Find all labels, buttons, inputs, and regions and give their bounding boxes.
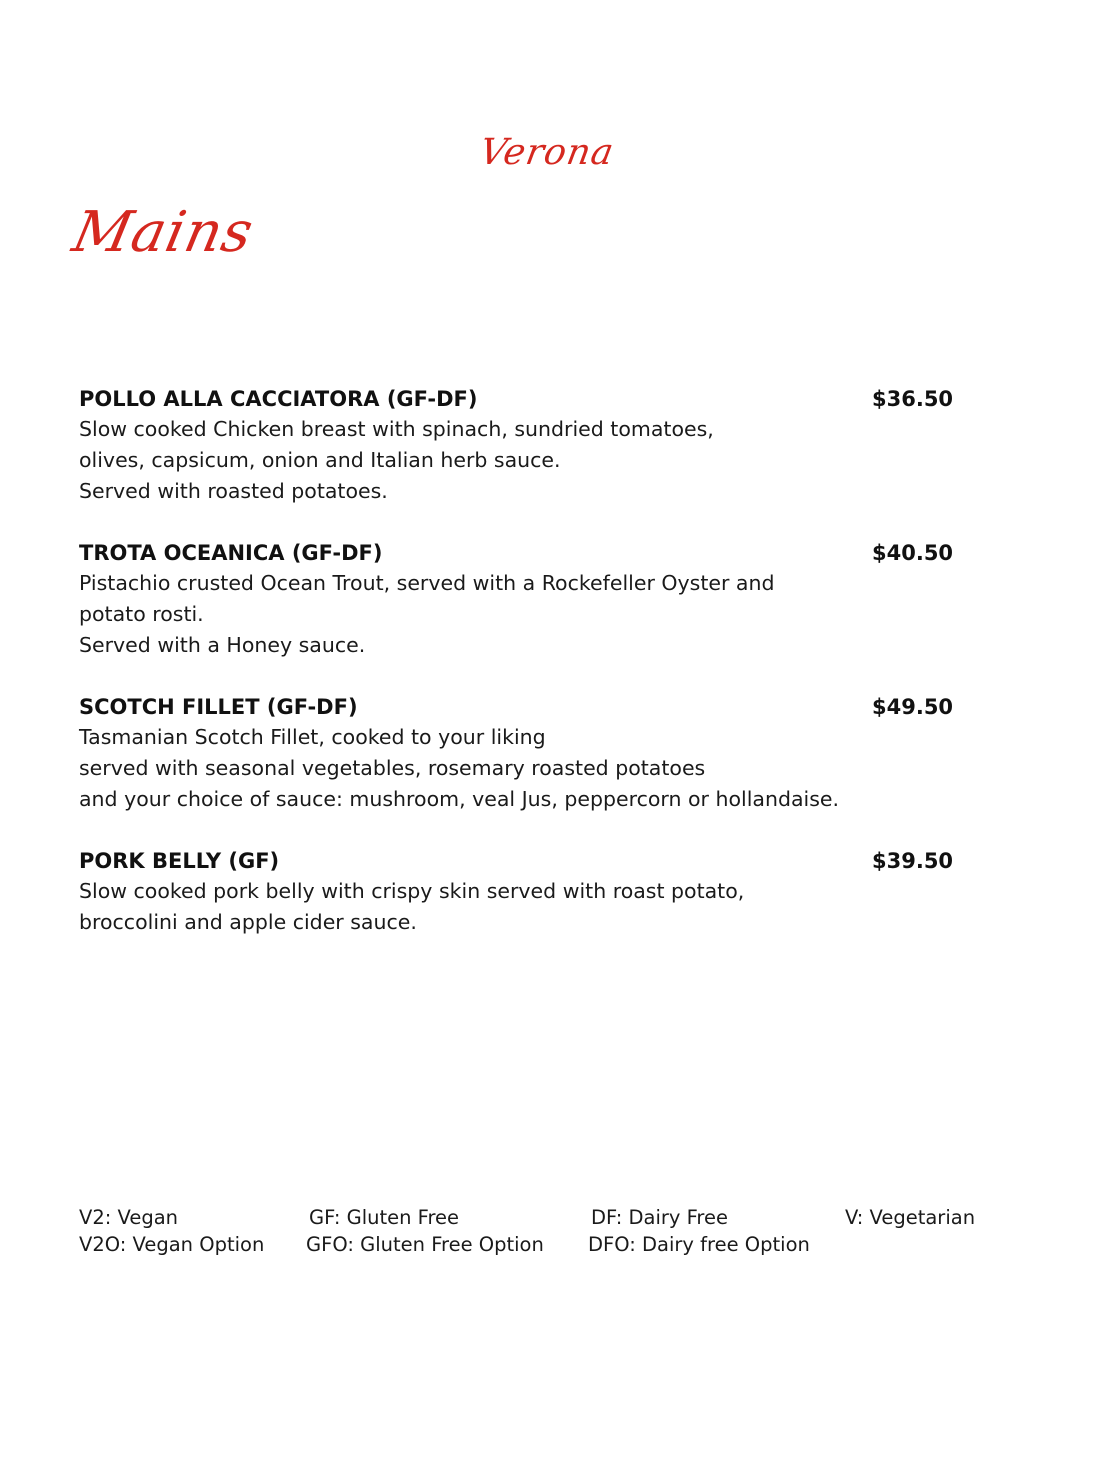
section-title: Mains — [67, 200, 260, 265]
menu-item-name: POLLO ALLA CACCIATORA (GF-DF) — [79, 387, 478, 411]
menu-item-price: $49.50 — [872, 695, 954, 719]
legend-column-vegan — [79, 1204, 264, 1258]
menu-item-description-line: potato rosti. — [79, 602, 204, 626]
menu-item-description-line: and your choice of sauce: mushroom, veal Jus, peppercorn or hollandaise. — [79, 787, 840, 811]
restaurant-name: Verona — [476, 132, 618, 173]
menu-item-description-line: Slow cooked pork belly with crispy skin served with roast potato, — [79, 879, 745, 903]
menu-item-name: SCOTCH FILLET (GF-DF) — [79, 695, 358, 719]
legend-column-gluten — [306, 1204, 544, 1258]
menu-item-description-line: broccolini and apple cider sauce. — [79, 910, 417, 934]
legend-entry: GFO: Gluten Free Option — [306, 1233, 544, 1256]
menu-item-price: $36.50 — [872, 387, 954, 411]
menu-item-description-line: Pistachio crusted Ocean Trout, served with a Rockefeller Oyster and — [79, 571, 775, 595]
menu-item — [79, 692, 959, 815]
menu-item-description-line: Slow cooked Chicken breast with spinach, sundried tomatoes, — [79, 417, 714, 441]
menu-item — [79, 538, 959, 661]
legend-column-dairy — [588, 1204, 810, 1258]
menu-item-description-line: served with seasonal vegetables, rosemary roasted potatoes — [79, 756, 706, 780]
legend-entry: V2: Vegan — [79, 1206, 179, 1229]
menu-item-price: $40.50 — [872, 541, 954, 565]
legend-entry: DF: Dairy Free — [591, 1206, 729, 1229]
menu-item — [79, 846, 959, 938]
legend-entry: DFO: Dairy free Option — [588, 1233, 810, 1256]
menu-item-name: PORK BELLY (GF) — [79, 849, 280, 873]
menu-item-price: $39.50 — [872, 849, 954, 873]
menu-item-name: TROTA OCEANICA (GF-DF) — [79, 541, 383, 565]
legend-column-vegetarian — [845, 1204, 975, 1231]
menu-item-description-line: Served with a Honey sauce. — [79, 633, 366, 657]
legend-entry: V: Vegetarian — [845, 1206, 976, 1229]
menu-item — [79, 384, 959, 507]
menu-item-description-line: olives, capsicum, onion and Italian herb sauce. — [79, 448, 561, 472]
legend-entry: GF: Gluten Free — [309, 1206, 460, 1229]
menu-item-description-line: Tasmanian Scotch Fillet, cooked to your liking — [79, 725, 546, 749]
legend-entry: V2O: Vegan Option — [79, 1233, 265, 1256]
menu-item-description-line: Served with roasted potatoes. — [79, 479, 388, 503]
